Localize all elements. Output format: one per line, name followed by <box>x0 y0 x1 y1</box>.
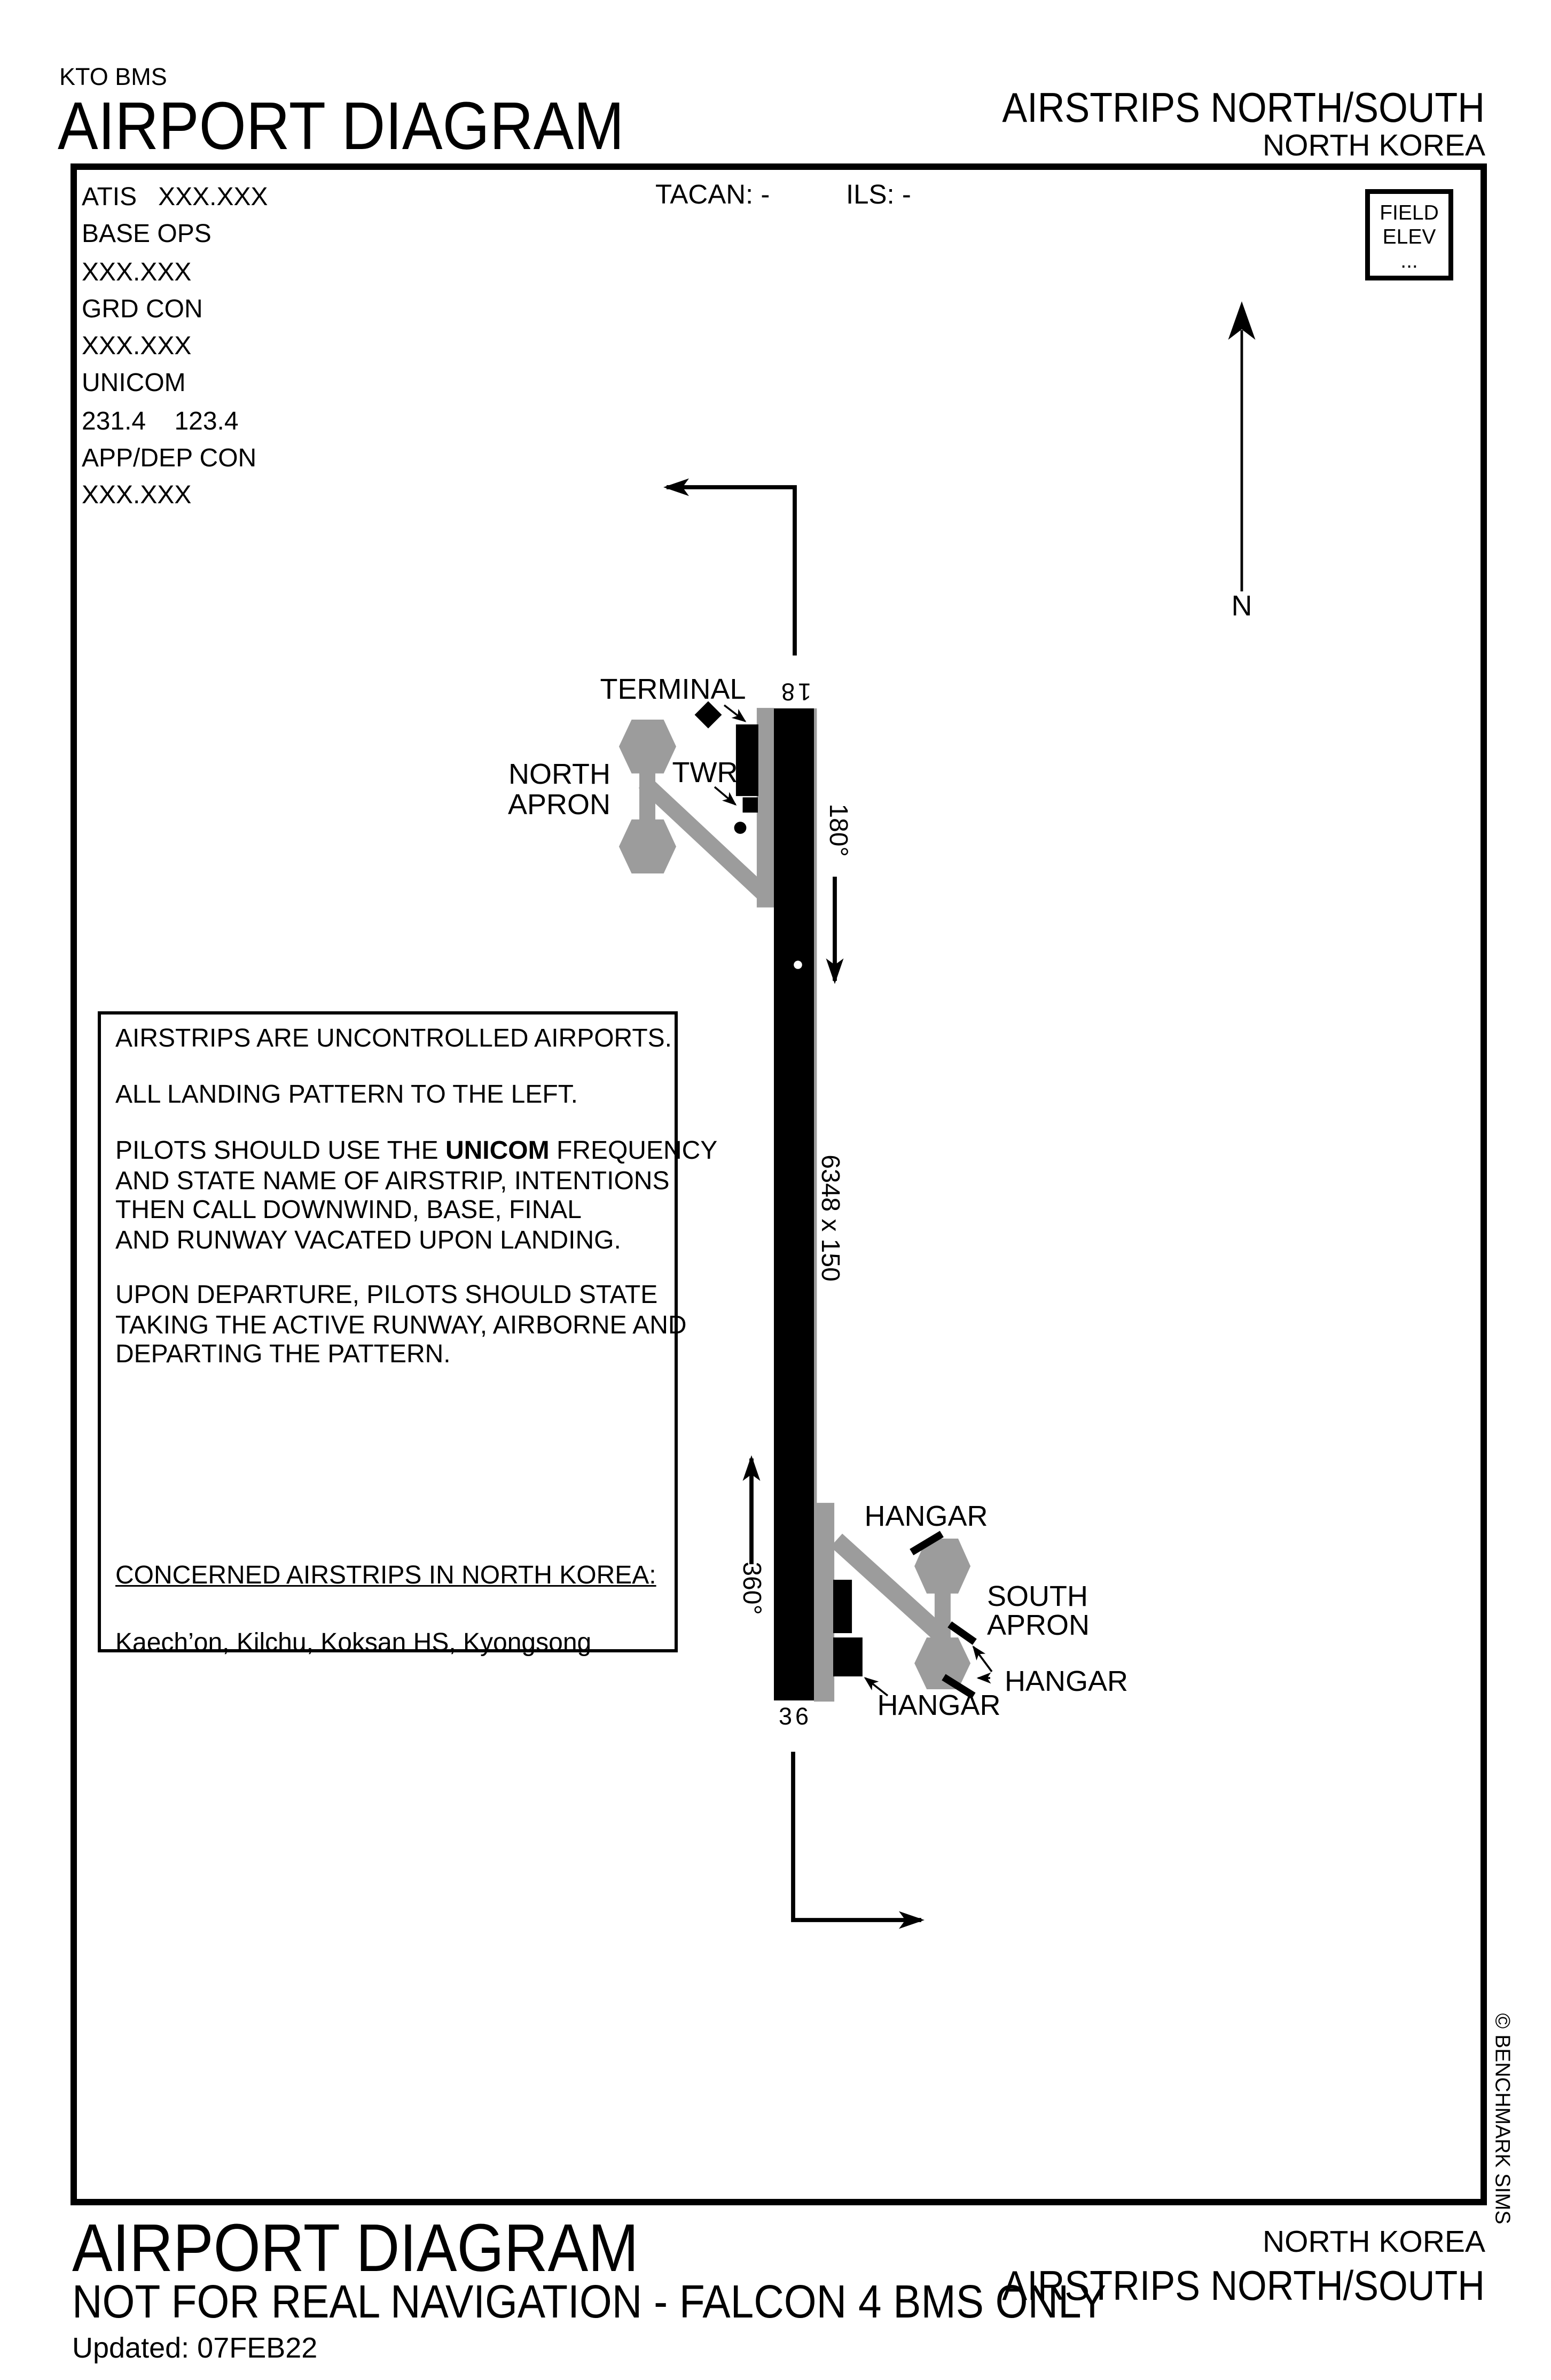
info-unicom-line4: AND RUNWAY VACATED UPON LANDING. <box>115 1228 621 1255</box>
footer-warning: NOT FOR REAL NAVIGATION - FALCON 4 BMS ONLY <box>72 2277 1107 2329</box>
heading-180-label: 180° <box>824 803 851 857</box>
footer-updated: Updated: 07FEB22 <box>72 2332 318 2364</box>
info-unicom-line2: AND STATE NAME OF AIRSTRIP, INTENTIONS <box>115 1168 670 1196</box>
freq-line: GRD CON <box>82 296 203 324</box>
footer-country: NORTH KOREA <box>1262 2226 1485 2260</box>
north-apron-line1: NORTH <box>508 758 610 790</box>
info-departure-line1: UPON DEPARTURE, PILOTS SHOULD STATE <box>115 1282 658 1309</box>
hangar-building-west-upper <box>833 1580 852 1633</box>
field-elev-line2: ELEV <box>1382 224 1436 248</box>
info-unicom-word: UNICOM <box>445 1138 550 1165</box>
page-title: AIRPORT DIAGRAM <box>58 88 624 163</box>
freq-line: UNICOM <box>82 371 186 399</box>
info-departure-line3: DEPARTING THE PATTERN. <box>115 1342 451 1370</box>
info-unicom-line3: THEN CALL DOWNWIND, BASE, FINAL <box>115 1198 582 1226</box>
info-unicom-post: FREQUENCY <box>549 1138 718 1165</box>
south-taxiway-strip <box>814 1503 834 1702</box>
info-airstrips-list: Kaech’on, Kilchu, Koksan HS, Kyongsong <box>115 1630 592 1657</box>
airport-code: KTO BMS <box>59 64 167 91</box>
runway-18-36 <box>774 708 814 1700</box>
heading-360-label: 360° <box>737 1562 764 1615</box>
hangar-bottom-label: HANGAR <box>877 1689 1001 1721</box>
country-title: NORTH KOREA <box>1262 130 1485 163</box>
runway-18-label: 18 <box>778 677 812 705</box>
freq-line: ATIS XXX.XXX <box>82 184 268 212</box>
north-apron-line2: APRON <box>507 789 610 821</box>
runway-center-dot <box>794 961 802 969</box>
freq-line: XXX.XXX <box>82 483 192 511</box>
field-elev-line1: FIELD <box>1380 200 1439 224</box>
runway-dimensions-label: 6348 x 150 <box>816 1154 843 1282</box>
north-apron-pad-lower <box>619 820 676 873</box>
freq-line: XXX.XXX <box>82 333 192 361</box>
footer-region: AIRSTRIPS NORTH/SOUTH <box>1002 2261 1485 2309</box>
hangar-top-label: HANGAR <box>864 1500 988 1532</box>
tower-label: TWR <box>672 756 738 789</box>
freq-line: XXX.XXX <box>82 259 192 286</box>
info-para-unicom <box>115 1138 717 1258</box>
info-concerned-heading: CONCERNED AIRSTRIPS IN NORTH KOREA: <box>115 1563 656 1590</box>
hangar-east-leader-arrow-icon <box>974 1647 992 1672</box>
north-dot-marker <box>734 822 747 834</box>
departure-arrow-north-icon <box>667 487 795 656</box>
region-title: AIRSTRIPS NORTH/SOUTH <box>1002 83 1485 131</box>
tower-building <box>743 798 758 813</box>
runway-shapes <box>774 708 814 1700</box>
copyright-label: © BENCHMARK SIMS <box>1491 2013 1515 2225</box>
north-apron-pad-upper <box>619 720 676 774</box>
compass-north-label: N <box>1231 590 1252 622</box>
footer-title: AIRPORT DIAGRAM <box>72 2210 639 2285</box>
info-para-departure <box>115 1282 687 1372</box>
departure-arrow-south-icon <box>793 1752 921 1920</box>
info-unicom-pre: PILOTS SHOULD USE THE <box>115 1138 445 1165</box>
field-elev-value: ... <box>1400 248 1418 272</box>
north-apron-label <box>508 760 610 821</box>
freq-line: BASE OPS <box>82 221 212 249</box>
freq-line: APP/DEP CON <box>82 446 257 473</box>
info-para-pattern: ALL LANDING PATTERN TO THE LEFT. <box>115 1082 578 1109</box>
hangar-right-label: HANGAR <box>1005 1665 1129 1697</box>
south-apron-label <box>987 1580 1090 1641</box>
hangar-building-west-lower <box>833 1637 863 1676</box>
info-para-uncontrolled: AIRSTRIPS ARE UNCONTROLLED AIRPORTS. <box>115 1026 672 1053</box>
terminal-building <box>736 724 758 796</box>
tacan-label: TACAN: - <box>655 180 770 210</box>
terminal-label: TERMINAL <box>600 673 746 705</box>
south-apron-line2: APRON <box>987 1608 1090 1641</box>
terminal-leader-arrow-icon <box>724 705 745 721</box>
info-unicom-line1 <box>115 1138 717 1168</box>
south-apron-line1: SOUTH <box>987 1580 1088 1612</box>
ils-label: ILS: - <box>846 180 911 210</box>
info-departure-line2: TAKING THE ACTIVE RUNWAY, AIRBORNE AND <box>115 1312 687 1340</box>
south-apron-pad-lower <box>914 1637 970 1689</box>
runway-36-label: 36 <box>779 1704 812 1731</box>
north-taxiway-strip <box>757 708 774 908</box>
tower-leader-arrow-icon <box>715 787 735 805</box>
runway-edge-strip <box>814 708 817 1503</box>
north-compass-arrow-icon <box>1228 301 1256 591</box>
beacon-diamond-icon <box>695 701 722 729</box>
freq-line: 231.4 123.4 <box>82 408 239 436</box>
